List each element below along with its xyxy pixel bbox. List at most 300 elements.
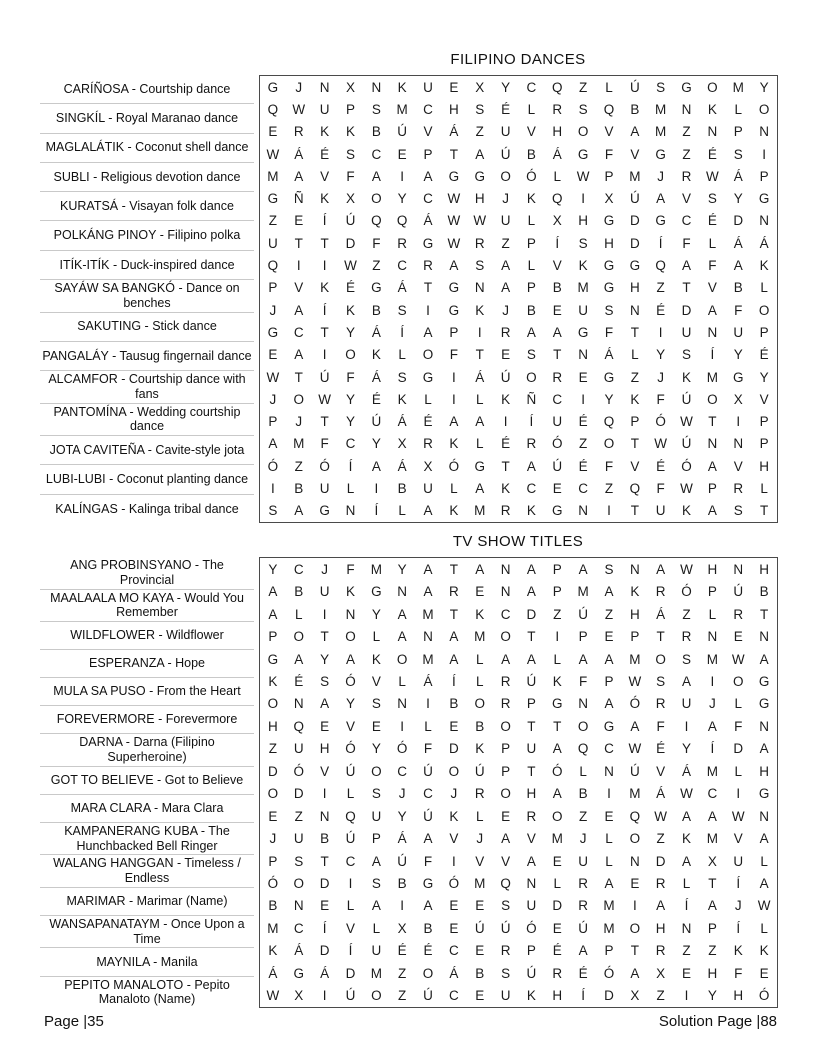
grid-cell: N — [759, 213, 769, 229]
grid-cell: L — [734, 101, 742, 117]
letter-grid — [259, 75, 778, 523]
grid-cell: Ú — [423, 808, 433, 824]
grid-cell: S — [475, 101, 485, 117]
grid-cell: Y — [759, 79, 769, 95]
grid-cell: P — [526, 696, 536, 712]
grid-cell: S — [682, 651, 692, 667]
grid-cell: R — [552, 101, 563, 117]
grid-cell: O — [577, 124, 589, 140]
grid-cell: N — [578, 347, 588, 363]
grid-cell: G — [732, 369, 744, 385]
grid-cell: J — [321, 561, 328, 577]
grid-cell: L — [553, 651, 562, 667]
grid-cell: P — [526, 235, 536, 251]
grid-cell: Á — [475, 369, 485, 385]
grid-cell: D — [655, 853, 666, 869]
grid-cell: X — [552, 213, 562, 229]
grid-cell: O — [448, 763, 460, 779]
grid-cell: Í — [451, 673, 456, 689]
grid-cell: V — [526, 831, 536, 847]
grid-cell: T — [320, 324, 329, 340]
letter-grid — [259, 557, 778, 1008]
grid-cell: R — [500, 673, 511, 689]
grid-cell: A — [707, 458, 717, 474]
grid-cell: I — [400, 898, 405, 914]
grid-cell: F — [604, 324, 614, 340]
grid-cell: K — [397, 79, 407, 95]
grid-cell: W — [576, 168, 590, 184]
word-item: MULA SA PUSO - From the Heart — [40, 677, 254, 705]
grid-cell: L — [708, 235, 717, 251]
grid-cell: W — [680, 786, 693, 802]
grid-cell: U — [681, 324, 692, 340]
grid-cell: B — [371, 302, 381, 318]
grid-cell: Q — [552, 79, 563, 95]
grid-cell: B — [526, 302, 536, 318]
grid-cell: N — [707, 124, 718, 140]
word-item: WILDFLOWER - Wildflower — [40, 621, 254, 649]
grid-cell: I — [607, 503, 611, 519]
word-item: FOREVERMORE - Forevermore — [40, 705, 254, 733]
grid-cell: B — [294, 584, 304, 600]
grid-cell: Ó — [448, 458, 460, 474]
grid-cell: L — [708, 606, 717, 622]
grid-cell: A — [345, 651, 355, 667]
grid-cell: S — [501, 965, 511, 981]
grid-cell: T — [682, 280, 691, 296]
grid-cell: G — [267, 324, 279, 340]
grid-cell: G — [448, 302, 460, 318]
grid-cell: V — [475, 853, 485, 869]
grid-cell: F — [449, 347, 458, 363]
grid-cell: Á — [397, 831, 407, 847]
grid-cell: Í — [374, 503, 379, 519]
word-item: MARIMAR - Marimar (Name) — [40, 887, 254, 915]
grid-cell: Á — [449, 124, 459, 140]
grid-cell: E — [552, 920, 562, 936]
grid-cell: A — [268, 436, 278, 452]
grid-cell: E — [682, 965, 692, 981]
grid-cell: A — [501, 258, 511, 274]
grid-cell: P — [707, 584, 717, 600]
grid-cell: G — [319, 503, 330, 519]
grid-cell: A — [475, 561, 485, 577]
grid-cell: G — [655, 213, 666, 229]
grid-cell: Ó — [345, 741, 356, 757]
grid-cell: N — [578, 696, 588, 712]
grid-cell: W — [447, 191, 461, 207]
grid-cell: N — [500, 584, 511, 600]
grid-cell: V — [552, 258, 562, 274]
grid-cell: Y — [733, 191, 743, 207]
grid-cell: Ñ — [526, 391, 537, 407]
grid-cell: A — [371, 168, 381, 184]
grid-cell: P — [449, 324, 459, 340]
grid-cell: U — [733, 853, 744, 869]
grid-cell: T — [630, 943, 639, 959]
grid-cell: V — [759, 391, 769, 407]
grid-cell: Ú — [371, 414, 382, 430]
grid-cell: P — [630, 629, 640, 645]
grid-cell: O — [371, 191, 382, 207]
grid-cell: Q — [577, 741, 589, 757]
grid-cell: O — [707, 79, 718, 95]
grid-cell: Y — [320, 651, 330, 667]
grid-cell: D — [319, 876, 330, 892]
grid-cell: P — [552, 561, 562, 577]
grid-cell: S — [371, 696, 381, 712]
grid-cell: E — [501, 808, 511, 824]
grid-cell: T — [630, 436, 639, 452]
grid-cell: P — [604, 673, 614, 689]
grid-cell: G — [422, 235, 434, 251]
grid-cell: S — [320, 673, 330, 689]
grid-cell: J — [502, 191, 509, 207]
grid-cell: É — [578, 458, 588, 474]
grid-cell: E — [475, 584, 485, 600]
grid-cell: M — [577, 584, 589, 600]
grid-cell: Ú — [500, 920, 511, 936]
grid-cell: H — [448, 101, 459, 117]
grid-cell: Ú — [578, 606, 588, 622]
grid-cell: Ú — [397, 124, 408, 140]
grid-cell: Z — [578, 436, 588, 452]
grid-cell: W — [628, 741, 642, 757]
grid-cell: O — [707, 391, 718, 407]
grid-cell: C — [604, 741, 614, 757]
grid-cell: E — [552, 853, 562, 869]
grid-cell: L — [734, 696, 742, 712]
word-item: SAKUTING - Stick dance — [40, 312, 254, 341]
word-item: PANTOMÍNA - Wedding courtship dance — [40, 403, 254, 436]
grid-cell: G — [267, 79, 279, 95]
grid-cell: L — [760, 920, 768, 936]
grid-cell: P — [759, 324, 769, 340]
grid-cell: Q — [500, 876, 511, 892]
grid-cell: X — [423, 458, 433, 474]
grid-cell: L — [760, 481, 768, 497]
grid-cell: R — [681, 168, 692, 184]
grid-cell: A — [526, 324, 536, 340]
grid-cell: C — [397, 258, 408, 274]
grid-cell: L — [605, 831, 613, 847]
grid-cell: B — [423, 920, 433, 936]
grid-cell: H — [707, 561, 718, 577]
grid-cell: L — [424, 391, 432, 407]
grid-cell: M — [293, 436, 305, 452]
grid-cell: M — [422, 606, 434, 622]
grid-cell: D — [552, 898, 563, 914]
grid-cell: P — [526, 280, 536, 296]
grid-cell: P — [578, 629, 588, 645]
grid-cell: Y — [501, 79, 511, 95]
grid-cell: K — [682, 831, 692, 847]
grid-cell: Z — [708, 943, 717, 959]
grid-cell: Q — [267, 101, 279, 117]
grid-cell: V — [345, 920, 355, 936]
grid-cell: R — [526, 808, 537, 824]
grid-cell: Q — [293, 718, 305, 734]
grid-cell: É — [423, 414, 433, 430]
grid-cell: Á — [320, 965, 330, 981]
grid-cell: Ó — [603, 965, 615, 981]
grid-cell: O — [396, 651, 408, 667]
grid-cell: R — [293, 124, 304, 140]
grid-cell: D — [293, 786, 304, 802]
grid-cell: Ó — [526, 168, 537, 184]
grid-cell: A — [423, 503, 433, 519]
grid-cell: M — [706, 831, 718, 847]
grid-cell: Á — [371, 369, 381, 385]
grid-cell: U — [578, 302, 588, 318]
grid-cell: J — [269, 831, 277, 847]
grid-cell: A — [397, 606, 407, 622]
grid-cell: Ó — [448, 876, 460, 892]
grid-cell: T — [320, 853, 329, 869]
grid-cell: S — [397, 369, 407, 385]
grid-cell: É — [397, 943, 407, 959]
grid-cell: A — [294, 651, 304, 667]
grid-cell: R — [526, 436, 537, 452]
grid-cell: S — [371, 101, 381, 117]
grid-cell: N — [397, 696, 408, 712]
grid-cell: W — [731, 651, 745, 667]
grid-cell: I — [581, 391, 585, 407]
grid-cell: A — [268, 606, 278, 622]
grid-cell: S — [345, 146, 355, 162]
grid-cell: R — [448, 584, 459, 600]
grid-cell: Ó — [345, 673, 356, 689]
grid-cell: K — [475, 302, 485, 318]
grid-cell: A — [475, 481, 485, 497]
grid-cell: F — [346, 369, 355, 385]
grid-cell: J — [708, 696, 716, 712]
grid-cell: L — [475, 673, 484, 689]
grid-cell: S — [371, 876, 381, 892]
grid-cell: V — [320, 763, 330, 779]
grid-cell: D — [345, 235, 356, 251]
grid-cell: Á — [294, 943, 304, 959]
grid-cell: D — [268, 763, 278, 779]
grid-cell: A — [501, 280, 511, 296]
grid-cell: Ó — [267, 458, 279, 474]
grid-cell: R — [655, 584, 666, 600]
grid-cell: M — [629, 651, 641, 667]
grid-cell: L — [372, 920, 381, 936]
grid-cell: A — [707, 718, 717, 734]
word-item: PEPITO MANALOTO - Pepito Manaloto (Name) — [40, 976, 254, 1009]
grid-cell: D — [604, 988, 614, 1004]
grid-cell: É — [501, 101, 511, 117]
grid-cell: A — [733, 258, 743, 274]
word-item: MAALAALA MO KAYA - Would You Remember — [40, 589, 254, 622]
grid-cell: J — [398, 786, 406, 802]
grid-cell: Q — [345, 808, 356, 824]
grid-cell: Á — [759, 235, 769, 251]
grid-cell: N — [733, 436, 744, 452]
grid-cell: K — [320, 280, 330, 296]
grid-cell: I — [322, 347, 327, 363]
grid-cell: E — [449, 920, 459, 936]
grid-cell: F — [656, 391, 665, 407]
grid-cell: B — [268, 898, 278, 914]
grid-cell: Y — [656, 347, 666, 363]
grid-cell: A — [682, 808, 692, 824]
grid-cell: N — [759, 629, 769, 645]
grid-cell: É — [552, 943, 562, 959]
grid-cell: L — [346, 898, 355, 914]
grid-cell: L — [682, 876, 691, 892]
grid-cell: I — [607, 786, 611, 802]
grid-cell: Í — [710, 741, 715, 757]
grid-cell: O — [629, 920, 641, 936]
grid-cell: Z — [682, 146, 691, 162]
grid-cell: Á — [449, 965, 459, 981]
grid-cell: G — [448, 168, 460, 184]
grid-cell: K — [268, 943, 278, 959]
grid-cell: G — [474, 458, 485, 474]
grid-cell: W — [447, 235, 461, 251]
grid-cell: U — [655, 503, 666, 519]
grid-cell: I — [348, 876, 353, 892]
grid-cell: A — [423, 584, 433, 600]
grid-cell: I — [400, 168, 405, 184]
grid-cell: I — [477, 324, 482, 340]
grid-cell: E — [475, 943, 485, 959]
grid-cell: O — [655, 651, 666, 667]
grid-cell: Í — [736, 920, 741, 936]
grid-cell: Á — [268, 965, 278, 981]
grid-cell: B — [578, 786, 588, 802]
grid-cell: J — [269, 391, 277, 407]
grid-cell: Á — [371, 324, 381, 340]
grid-cell: X — [345, 79, 355, 95]
grid-cell: L — [372, 629, 381, 645]
grid-cell: E — [449, 898, 459, 914]
grid-cell: É — [578, 965, 588, 981]
grid-cell: P — [759, 414, 769, 430]
grid-cell: Ú — [500, 369, 511, 385]
grid-cell: K — [449, 436, 459, 452]
grid-cell: Ó — [267, 876, 279, 892]
grid-cell: I — [503, 414, 508, 430]
grid-cell: W — [680, 414, 693, 430]
grid-cell: A — [475, 414, 485, 430]
grid-cell: E — [475, 898, 485, 914]
grid-cell: P — [345, 101, 355, 117]
grid-cell: G — [603, 280, 615, 296]
grid-cell: Á — [733, 235, 743, 251]
grid-cell: T — [759, 503, 769, 519]
grid-cell: I — [451, 369, 456, 385]
grid-cell: K — [682, 369, 692, 385]
grid-cell: A — [449, 414, 459, 430]
grid-cell: A — [371, 853, 381, 869]
grid-cell: Ó — [526, 920, 537, 936]
grid-cell: U — [293, 741, 304, 757]
grid-cell: Í — [555, 235, 560, 251]
grid-cell: L — [295, 606, 303, 622]
grid-cell: Á — [682, 763, 692, 779]
grid-cell: Y — [397, 561, 407, 577]
word-item: LUBI-LUBI - Coconut planting dance — [40, 464, 254, 493]
grid-cell: V — [371, 673, 381, 689]
grid-cell: R — [578, 876, 588, 892]
puzzle-title: FILIPINO DANCES — [450, 51, 586, 68]
grid-cell: H — [604, 235, 614, 251]
grid-cell: V — [320, 168, 330, 184]
grid-cell: W — [757, 898, 771, 914]
grid-cell: O — [474, 696, 485, 712]
grid-cell: W — [654, 808, 668, 824]
grid-cell: W — [318, 391, 331, 407]
grid-cell: E — [320, 898, 330, 914]
grid-cell: C — [423, 786, 433, 802]
grid-cell: U — [371, 808, 382, 824]
grid-cell: J — [476, 831, 484, 847]
grid-cell: B — [733, 280, 743, 296]
grid-cell: Ú — [319, 369, 330, 385]
grid-cell: L — [424, 718, 432, 734]
grid-cell: K — [320, 124, 330, 140]
grid-cell: K — [552, 673, 562, 689]
grid-cell: N — [733, 561, 744, 577]
grid-cell: C — [707, 786, 718, 802]
grid-cell: G — [448, 280, 460, 296]
grid-cell: C — [500, 606, 511, 622]
grid-cell: J — [657, 369, 665, 385]
grid-cell: Ó — [396, 741, 408, 757]
word-item: MAYNILA - Manila — [40, 947, 254, 975]
grid-cell: M — [370, 965, 382, 981]
grid-cell: Ú — [345, 763, 356, 779]
grid-cell: U — [681, 696, 692, 712]
grid-cell: S — [268, 503, 278, 519]
grid-cell: R — [655, 696, 666, 712]
grid-cell: G — [422, 369, 434, 385]
page-number: Page |35 — [44, 1013, 104, 1030]
grid-cell: G — [577, 324, 589, 340]
grid-cell: V — [733, 458, 743, 474]
word-item: WANSAPANATAYM - Once Upon a Time — [40, 915, 254, 948]
grid-cell: R — [423, 436, 433, 452]
grid-cell: J — [657, 168, 665, 184]
grid-cell: D — [733, 213, 744, 229]
grid-cell: I — [684, 718, 689, 734]
grid-cell: Q — [267, 258, 279, 274]
grid-cell: L — [734, 763, 742, 779]
grid-cell: Y — [397, 808, 407, 824]
grid-cell: N — [293, 696, 304, 712]
grid-cell: É — [320, 146, 330, 162]
grid-cell: Í — [581, 988, 585, 1004]
grid-cell: N — [707, 629, 718, 645]
grid-cell: Z — [578, 79, 588, 95]
grid-cell: K — [526, 191, 536, 207]
grid-cell: Í — [322, 920, 327, 936]
grid-cell: Á — [656, 606, 666, 622]
grid-cell: L — [605, 853, 613, 869]
grid-cell: I — [736, 786, 741, 802]
grid-cell: T — [423, 280, 433, 296]
grid-cell: H — [552, 124, 563, 140]
grid-cell: Q — [371, 213, 382, 229]
grid-cell: O — [293, 876, 305, 892]
grid-cell: É — [423, 943, 433, 959]
grid-cell: C — [552, 391, 563, 407]
grid-cell: T — [320, 629, 329, 645]
grid-cell: T — [708, 876, 717, 892]
